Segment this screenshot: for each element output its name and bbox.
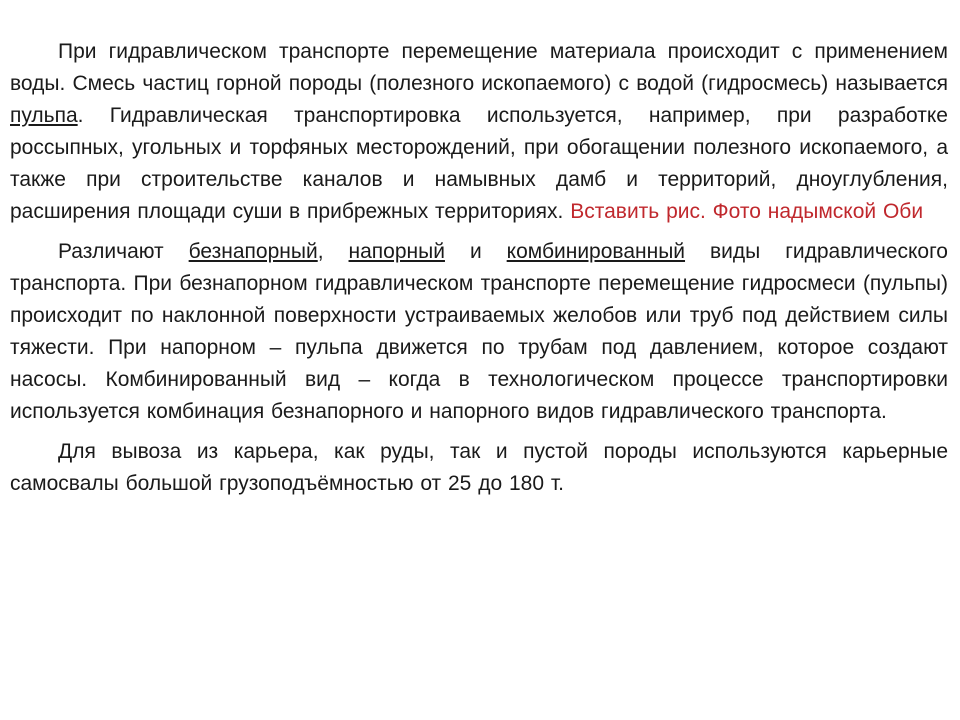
- paragraph2-sep2: и: [444, 240, 507, 263]
- term-pulpa: пульпа: [10, 104, 78, 127]
- term-pressure: напорный: [348, 240, 445, 263]
- paragraph3-text: Для вывоза из карьера, как руды, так и пустой породы используются карьерные самосвалы большой грузоподъёмностью от 25 до 180 т.: [10, 440, 948, 495]
- paragraph1-text-start: При гидравлическом транспорте перемещение материала происходит с применением воды. Смесь частиц горной породы (полезного ископаемого) с водой (гидросмесь) называется: [10, 40, 948, 95]
- paragraph-hydraulic-transport: [10, 36, 948, 228]
- term-non-pressure: безнапорный: [188, 240, 318, 263]
- paragraph2-rest: виды гидравлического транспорта. При безнапорном гидравлическом транспорте перемещение гидросмеси (пульпы) происходит по наклонной поверхности устраиваемых желобов или труб под действием силы тяжести. При напорном – пульпа движется по трубам под давлением, которое создают насосы. Комбинированный вид – когда в технологическом процессе транспортировки используется комбинация безнапорного и напорного видов гидравлического транспорта.: [10, 240, 948, 423]
- slide-content: [10, 36, 948, 508]
- paragraph2-lead: Различают: [58, 240, 189, 263]
- term-combined: комбинированный: [506, 240, 686, 263]
- paragraph-dump-trucks: [10, 436, 948, 500]
- paragraph-transport-types: [10, 236, 948, 428]
- insert-figure-note: Вставить рис. Фото надымской Оби: [570, 200, 924, 223]
- paragraph1-text-end: . Гидравлическая транспортировка используется, например, при разработке россыпных, угольных и торфяных месторождений, при обогащении полезного ископаемого, а также при строительстве каналов и намывных дамб и территорий, дноуглубления, расширения площади суши в прибрежных территориях.: [10, 104, 948, 223]
- paragraph2-sep1: ,: [317, 240, 349, 263]
